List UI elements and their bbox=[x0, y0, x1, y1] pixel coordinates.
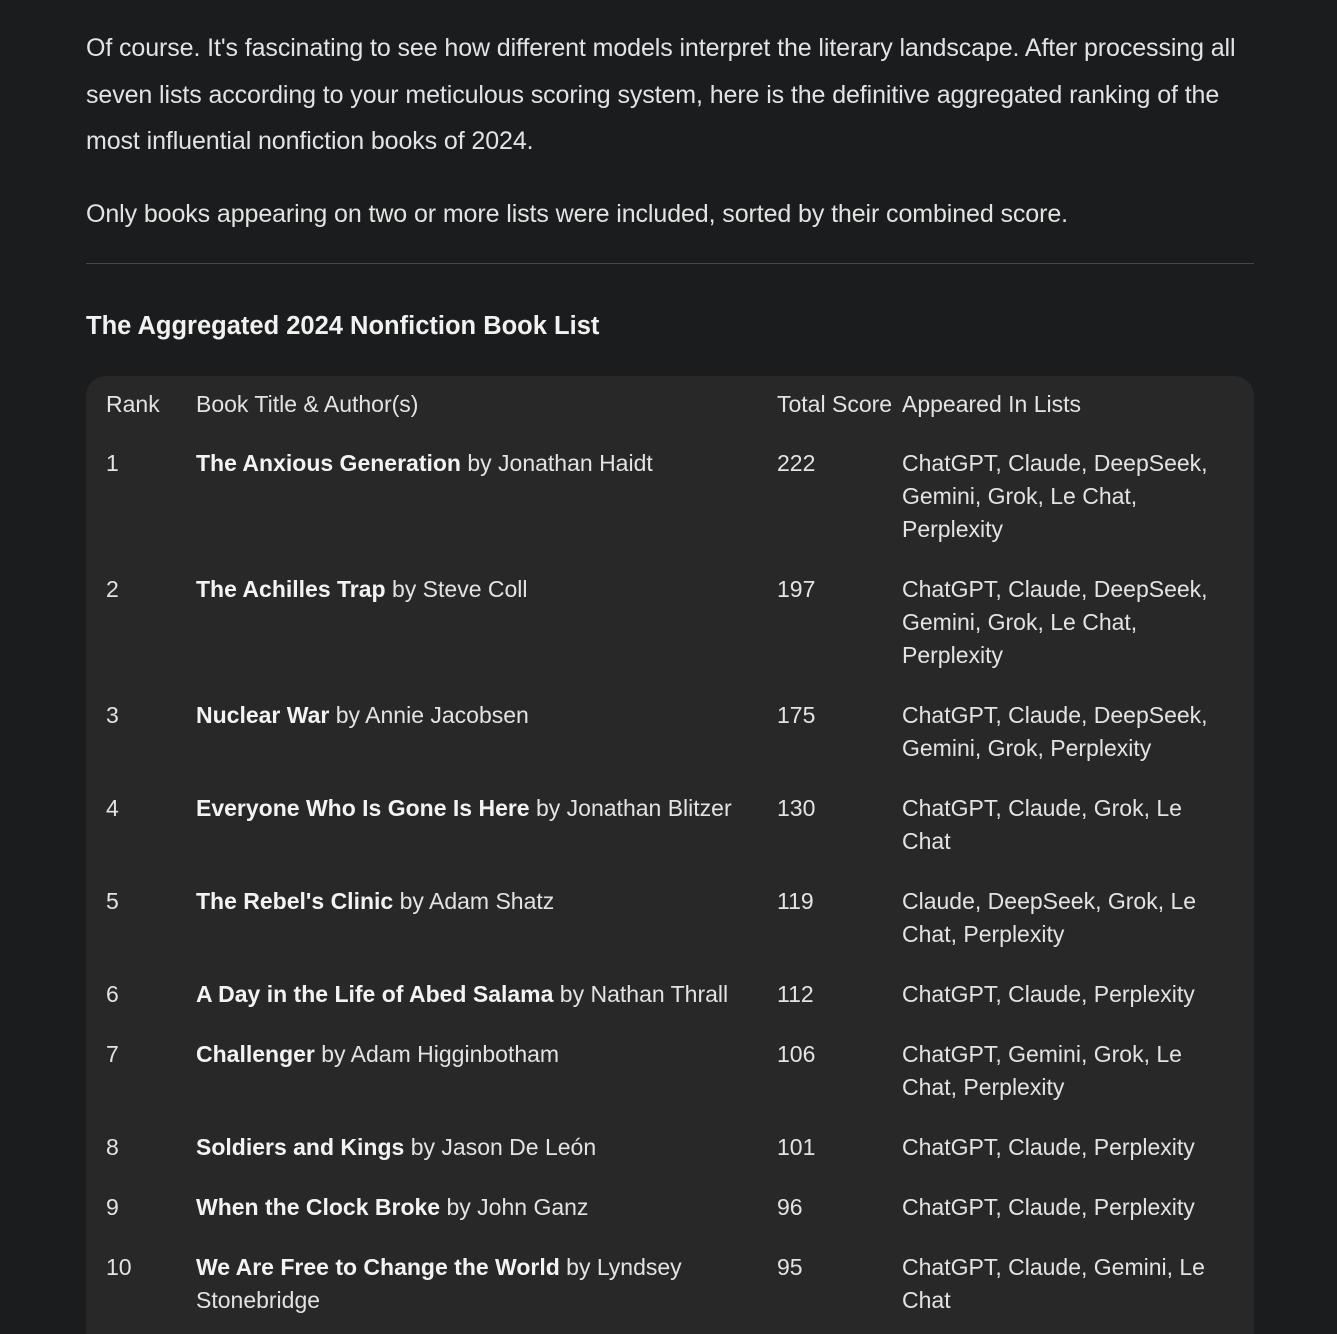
cell-title bbox=[196, 976, 777, 1036]
book-author: by Annie Jacobsen bbox=[329, 702, 529, 728]
table-body bbox=[86, 445, 1254, 1334]
cell-lists: Claude, DeepSeek, Grok, Le Chat, Perplexity bbox=[902, 888, 1197, 947]
cell-title bbox=[196, 1249, 777, 1334]
cell-rank: 6 bbox=[106, 981, 119, 1007]
cell-rank: 3 bbox=[106, 702, 119, 728]
book-author: by Jonathan Haidt bbox=[460, 450, 653, 476]
cell-score: 130 bbox=[777, 795, 816, 821]
book-title: A Day in the Life of Abed Salama bbox=[196, 981, 554, 1007]
book-author: by John Ganz bbox=[440, 1194, 589, 1220]
cell-score: 197 bbox=[777, 576, 816, 602]
cell-lists: ChatGPT, Claude, Perplexity bbox=[902, 981, 1195, 1007]
cell-lists: ChatGPT, Claude, Gemini, Le Chat bbox=[902, 1254, 1205, 1313]
cell-score: 175 bbox=[777, 702, 816, 728]
header-score: Total Score bbox=[777, 391, 893, 417]
cell-rank: 4 bbox=[106, 795, 119, 821]
cell-lists: ChatGPT, Gemini, Grok, Le Chat, Perplexity bbox=[902, 1041, 1182, 1100]
book-author: by Steve Coll bbox=[385, 576, 528, 602]
cell-title bbox=[196, 883, 777, 976]
cell-title bbox=[196, 445, 777, 571]
cell-lists: ChatGPT, Claude, DeepSeek, Gemini, Grok, Perplexity bbox=[902, 702, 1208, 761]
book-author: by Nathan Thrall bbox=[553, 981, 729, 1007]
table-header-row bbox=[86, 376, 1254, 445]
cell-lists: ChatGPT, Claude, Perplexity bbox=[902, 1134, 1195, 1160]
cell-title bbox=[196, 1036, 777, 1129]
book-title: The Rebel's Clinic bbox=[196, 888, 394, 914]
book-title: When the Clock Broke bbox=[196, 1194, 441, 1220]
table-row bbox=[86, 976, 1254, 1036]
cell-score: 106 bbox=[777, 1041, 816, 1067]
cell-rank: 7 bbox=[106, 1041, 119, 1067]
cell-title bbox=[196, 697, 777, 790]
header-rank: Rank bbox=[106, 391, 160, 417]
book-title: Everyone Who Is Gone Is Here bbox=[196, 795, 530, 821]
book-title: The Achilles Trap bbox=[196, 576, 386, 602]
cell-score: 119 bbox=[777, 888, 814, 914]
cell-rank: 5 bbox=[106, 888, 119, 914]
book-author: by Adam Shatz bbox=[393, 888, 555, 914]
section-title: The Aggregated 2024 Nonfiction Book List bbox=[86, 312, 600, 340]
table-row bbox=[86, 445, 1254, 571]
table-row bbox=[86, 1189, 1254, 1249]
table-row bbox=[86, 790, 1254, 883]
book-author: by Adam Higginbotham bbox=[314, 1041, 560, 1067]
cell-rank: 1 bbox=[106, 450, 119, 476]
cell-title bbox=[196, 571, 777, 697]
book-title: Nuclear War bbox=[196, 702, 330, 728]
cell-title bbox=[196, 1129, 777, 1189]
cell-title bbox=[196, 790, 777, 883]
cell-score: 95 bbox=[777, 1254, 803, 1280]
book-title: Challenger bbox=[196, 1041, 315, 1067]
book-author: by Jonathan Blitzer bbox=[529, 795, 732, 821]
cell-rank: 8 bbox=[106, 1134, 119, 1160]
divider bbox=[86, 263, 1254, 264]
cell-lists: ChatGPT, Claude, Grok, Le Chat bbox=[902, 795, 1182, 854]
table-row bbox=[86, 1249, 1254, 1334]
cell-score: 112 bbox=[777, 981, 814, 1007]
ranking-table bbox=[86, 376, 1254, 1334]
intro-paragraph-2: Only books appearing on two or more lists were included, sorted by their combined score. bbox=[86, 199, 1068, 228]
cell-title bbox=[196, 1189, 777, 1249]
book-author: by Lyndsey Stonebridge bbox=[196, 1254, 682, 1313]
intro-paragraph-1: Of course. It's fascinating to see how different models interpret the literary landscape. After processing all seven lists according to your meticulous scoring system, here is the definitive aggregated ranking of the most influential nonfiction books of 2024. bbox=[86, 34, 1236, 155]
table-row bbox=[86, 1036, 1254, 1129]
cell-rank: 10 bbox=[106, 1254, 132, 1280]
book-title: We Are Free to Change the World bbox=[196, 1254, 560, 1280]
book-title: The Anxious Generation bbox=[196, 450, 461, 476]
table-row bbox=[86, 883, 1254, 976]
cell-lists: ChatGPT, Claude, Perplexity bbox=[902, 1194, 1195, 1220]
header-lists: Appeared In Lists bbox=[902, 391, 1082, 417]
table-row bbox=[86, 1129, 1254, 1189]
cell-score: 101 bbox=[777, 1134, 816, 1160]
book-author: by Jason De León bbox=[404, 1134, 597, 1160]
cell-lists: ChatGPT, Claude, DeepSeek, Gemini, Grok, Le Chat, Perplexity bbox=[902, 450, 1208, 542]
table-row bbox=[86, 571, 1254, 697]
cell-rank: 2 bbox=[106, 576, 119, 602]
book-title: Soldiers and Kings bbox=[196, 1134, 405, 1160]
ranking-table-card bbox=[86, 376, 1254, 1334]
response-body bbox=[86, 0, 1254, 1313]
table-row bbox=[86, 697, 1254, 790]
cell-score: 222 bbox=[777, 450, 816, 476]
cell-rank: 9 bbox=[106, 1194, 119, 1220]
cell-lists: ChatGPT, Claude, DeepSeek, Gemini, Grok, Le Chat, Perplexity bbox=[902, 576, 1208, 668]
cell-score: 96 bbox=[777, 1194, 803, 1220]
header-title: Book Title & Author(s) bbox=[196, 391, 419, 417]
